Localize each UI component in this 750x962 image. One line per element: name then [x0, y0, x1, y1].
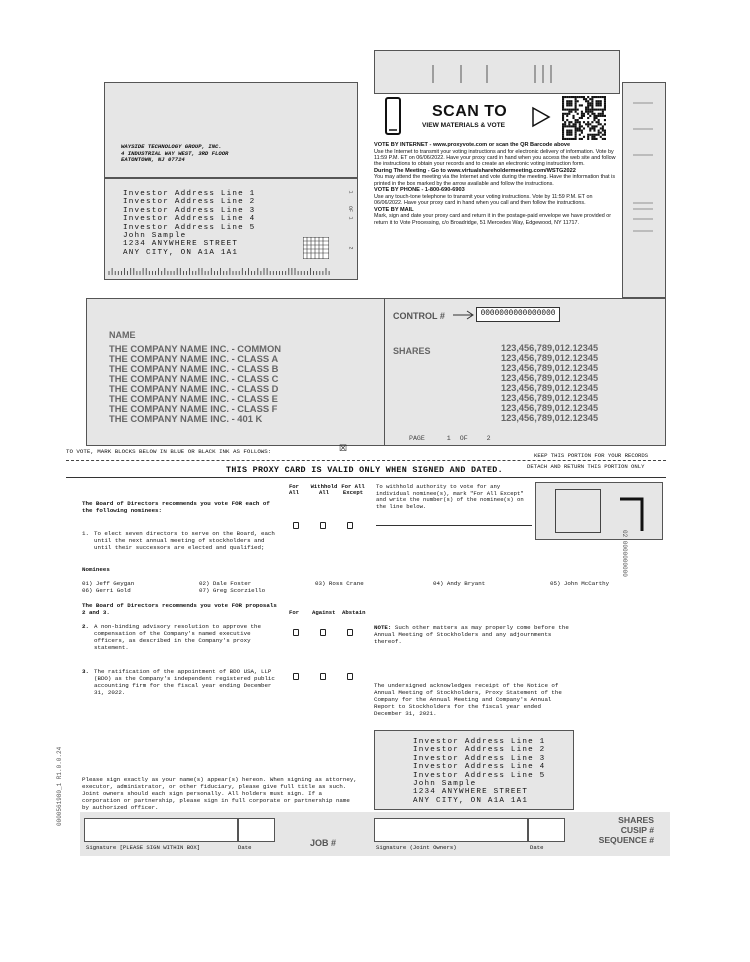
return-address — [413, 738, 545, 805]
col-abstain: Abstain — [342, 609, 366, 616]
col-withhold-all: Withhold All — [310, 483, 338, 497]
company-name-line: THE COMPANY NAME INC. - 401 K — [109, 413, 263, 424]
address-line: Investor Address Line 3 — [123, 206, 256, 215]
share-values — [501, 343, 615, 423]
company-street: 4 INDUSTRIAL WAY WEST, 3RD FLOOR — [121, 149, 229, 157]
address-line: Investor Address Line 3 — [413, 754, 546, 763]
nominees-label: Nominees — [82, 566, 110, 573]
withhold-instruction: To withhold authority to vote for any individual nominee(s), mark "For All Except" and write the number(s) of the nominee(s) on the line below. — [376, 483, 524, 510]
page-indicator — [409, 435, 491, 442]
ballot-top-rule — [66, 477, 666, 478]
side-tab-marks — [623, 83, 667, 299]
sheet-mark: 2 — [347, 246, 354, 250]
control-label: CONTROL # — [393, 311, 445, 321]
page-of: OF — [459, 435, 468, 442]
company-header-box — [104, 82, 358, 178]
nominee: 01) Jeff Geygan — [82, 580, 135, 587]
date-label-2: Date — [530, 844, 544, 851]
vote-internet-head: VOTE BY INTERNET - www.proxyvote.com or scan the QR Barcode above — [374, 142, 571, 148]
board-rec-1: The Board of Directors recommends you vote FOR each of the following nominees: — [82, 500, 270, 514]
scan-subtitle: VIEW MATERIALS & VOTE — [422, 122, 506, 129]
note-label: NOTE: — [374, 624, 392, 631]
checkbox-p2-abstain[interactable] — [347, 623, 353, 641]
datamatrix-code — [303, 237, 329, 259]
share-value: 123,456,789,012.12345 — [501, 343, 599, 353]
scanline-panel — [535, 482, 663, 540]
sign-instruction: Please sign exactly as your name(s) appear(s) hereon. When signing as attorney, executor, administrator, or other fiduciary, please give full title as such. Joint owners should each sign personally. All holders must sign. If a corporation or partnership, please sign in full corporate or partnership name by authorized officer. — [82, 776, 357, 811]
name-label: NAME — [109, 330, 136, 340]
page-total: 2 — [486, 435, 491, 442]
keep-portion: KEEP THIS PORTION FOR YOUR RECORDS — [534, 452, 649, 459]
right-side-tab — [622, 82, 666, 298]
address-line: Investor Address Line 1 — [123, 190, 256, 198]
checkbox-for-all[interactable] — [293, 516, 299, 534]
sheet-mark: 1 — [347, 216, 354, 220]
proposal-3-num: 3. — [82, 668, 89, 675]
corner-mark — [618, 497, 646, 533]
address-line: ANY CITY, ON A1A 1A1 — [123, 248, 239, 257]
proposal-3-text: The ratification of the appointment of BDO USA, LLP (BDO) as the Company's independent registered public accounting firm for the fiscal year ending December 31, 2022. — [94, 668, 275, 696]
share-value: 123,456,789,012.12345 — [501, 373, 599, 383]
company-name-line: THE COMPANY NAME INC. - CLASS F — [109, 403, 278, 414]
investor-address-box — [104, 178, 358, 280]
share-value: 123,456,789,012.12345 — [501, 383, 599, 393]
share-value: 123,456,789,012.12345 — [501, 413, 599, 423]
share-value: 123,456,789,012.12345 — [501, 363, 599, 373]
footer-shares: SHARES — [618, 815, 654, 825]
nominee: 02) Dale Foster — [199, 580, 252, 587]
date-joint-box[interactable] — [528, 818, 565, 842]
address-line: Investor Address Line 4 — [413, 763, 546, 772]
checkbox-p2-against[interactable] — [320, 623, 326, 641]
arrow-right-icon — [530, 106, 552, 128]
investor-address — [123, 190, 255, 257]
note-text: Such other matters as may properly come before the Annual Meeting of Stockholders and any adjournments thereof. — [374, 624, 569, 645]
date-box[interactable] — [238, 818, 275, 842]
company-name-line: THE COMPANY NAME INC. - CLASS C — [109, 373, 279, 384]
note — [374, 624, 570, 645]
signature-joint-box[interactable] — [374, 818, 528, 842]
address-line: Investor Address Line 2 — [123, 198, 256, 207]
left-edge-code: 0000561980_1 R1.0.0.24 — [56, 746, 63, 826]
control-number: 0000000000000000 — [476, 307, 560, 322]
address-line: John Sample — [413, 780, 477, 789]
nominee: 06) Gerri Gold — [82, 587, 131, 594]
vote-internet-text: Use the Internet to transmit your voting instructions and for electronic delivery of information. Vote by 11:59 P.M. ET on 06/06/2022. Have your proxy card in hand when you access the web site and follow the instructions to obtain your records and to create an electronic voting instruction form. — [374, 148, 616, 168]
company-name-line: THE COMPANY NAME INC. - CLASS E — [109, 393, 278, 404]
sheet-mark: OF — [347, 205, 354, 213]
mark-instruction: TO VOTE, MARK BLOCKS BELOW IN BLUE OR BLACK INK AS FOLLOWS: — [66, 448, 272, 455]
proposal-1-num: 1. — [82, 530, 89, 537]
address-line: 1234 ANYWHERE STREET — [123, 240, 239, 249]
undersigned-text: The undersigned acknowledges receipt of the Notice of Annual Meeting of Stockholders, Proxy Statement of the Company for the Annual Meeting and Company's Annual Report to Stockholders for the fiscal year ended December 31, 2021. — [374, 682, 562, 717]
vote-meeting-head: During The Meeting - Go to www.virtualshareholdermeeting.com/WSTG2022 — [374, 167, 576, 174]
checkbox-p3-against[interactable] — [320, 667, 326, 685]
checkbox-for-all-except[interactable] — [347, 516, 353, 534]
address-line: 1234 ANYWHERE STREET — [413, 788, 529, 797]
page-label: PAGE — [409, 435, 425, 442]
vote-mail-text: Mark, sign and date your proxy card and return it in the postage-paid envelope we have provided or return it to Vote Processing, c/o Broadridge, 51 Mercedes Way, Edgewood, NY 11717. — [374, 213, 612, 226]
postal-barcode — [375, 51, 621, 95]
valid-notice: THIS PROXY CARD IS VALID ONLY WHEN SIGNED AND DATED. — [226, 465, 503, 475]
board-rec-2: The Board of Directors recommends you vote FOR proposals 2 and 3. — [82, 602, 277, 616]
footer-codes — [580, 815, 654, 845]
address-line: Investor Address Line 1 — [413, 738, 546, 746]
checkbox-p2-for[interactable] — [293, 623, 299, 641]
return-address-box — [374, 730, 574, 810]
vote-phone-text: Use any touch-tone telephone to transmit your voting instructions. Vote by 11:59 P.M. ET on 06/06/2022. Have your proxy card in hand when you call and then follow the instructions. — [374, 193, 593, 207]
proposal-2-text: A non-binding advisory resolution to approve the compensation of the Company's named executive officers, as described in the Company's proxy statement. — [94, 623, 261, 651]
phone-icon — [384, 96, 402, 136]
col-for: For — [289, 609, 300, 616]
detach-line — [66, 460, 666, 461]
company-name-line: THE COMPANY NAME INC. - CLASS B — [109, 363, 279, 374]
nominee: 05) John McCarthy — [550, 580, 610, 587]
voting-instructions — [374, 142, 622, 226]
omr-square — [555, 489, 601, 533]
share-value: 123,456,789,012.12345 — [501, 393, 599, 403]
footer-sequence: SEQUENCE # — [598, 835, 654, 845]
vote-phone-head: VOTE BY PHONE - 1-800-690-6903 — [374, 187, 465, 194]
col-against: Against — [312, 609, 336, 616]
postnet-barcode — [105, 267, 335, 277]
checkbox-p3-for[interactable] — [293, 667, 299, 685]
address-line: ANY CITY, ON A1A 1A1 — [413, 796, 529, 805]
col-for-all-except: For All Except — [341, 483, 365, 497]
share-value: 123,456,789,012.12345 — [501, 353, 599, 363]
signature-label: Signature [PLEASE SIGN WITHIN BOX] — [86, 844, 201, 851]
scan-title: SCAN TO — [432, 103, 508, 120]
top-barcode-box — [374, 50, 620, 94]
arrow-right-icon — [452, 310, 476, 320]
company-name-line: THE COMPANY NAME INC. - COMMON — [109, 343, 282, 354]
nominee-write-in-line[interactable] — [376, 525, 532, 526]
vote-mail-head: VOTE BY MAIL — [374, 206, 414, 213]
proposal-2-num: 2. — [82, 623, 89, 630]
company-city: EATONTOWN, NJ 07724 — [121, 156, 185, 164]
right-edge-code: 02 0000000000 — [621, 530, 628, 577]
address-line: John Sample — [123, 232, 187, 241]
signature-joint-label: Signature (Joint Owners) — [376, 844, 457, 851]
mark-example: ☒ — [339, 443, 348, 453]
company-header — [121, 144, 228, 164]
address-line: Investor Address Line 4 — [123, 215, 256, 224]
proposal-2 — [82, 623, 282, 651]
date-label: Date — [238, 844, 252, 851]
address-line: Investor Address Line 2 — [413, 746, 546, 755]
address-line: Investor Address Line 5 — [413, 771, 546, 780]
address-line: Investor Address Line 5 — [123, 223, 256, 232]
nominee: 04) Andy Bryant — [433, 580, 486, 587]
detach-portion: DETACH AND RETURN THIS PORTION ONLY — [527, 463, 645, 470]
nominee: 07) Greg Scorziello — [199, 587, 266, 594]
control-shares-panel — [384, 298, 622, 446]
proposal-1-text: To elect seven directors to serve on the Board, each until the next annual meeting of stockholders and until their successors are elected and qualified; — [94, 530, 275, 551]
company-name-line: THE COMPANY NAME INC. - CLASS A — [109, 353, 279, 364]
sheet-mark: 1 — [347, 190, 354, 194]
page-current: 1 — [446, 435, 451, 442]
qr-code — [562, 96, 606, 140]
col-for-all: For All — [288, 483, 300, 497]
proposal-3 — [82, 668, 282, 696]
company-name-line: THE COMPANY NAME INC. - CLASS D — [109, 383, 279, 394]
job-label: JOB # — [310, 838, 337, 848]
footer-cusip: CUSIP # — [620, 825, 654, 835]
company-name: WAYSIDE TECHNOLOGY GROUP, INC. — [121, 143, 222, 150]
company-name-list — [109, 344, 281, 424]
vote-meeting-text: You may attend the meeting via the Internet and vote during the meeting. Have the information that is printed in the box marked by the arrow available and follow the instructions. — [374, 174, 616, 187]
share-value: 123,456,789,012.12345 — [501, 403, 599, 413]
signature-box[interactable] — [84, 818, 238, 842]
scan-to-vote-banner — [384, 96, 620, 142]
shares-label: SHARES — [393, 346, 431, 356]
nominee: 03) Ross Crane — [315, 580, 364, 587]
checkbox-p3-abstain[interactable] — [347, 667, 353, 685]
checkbox-withhold-all[interactable] — [320, 516, 326, 534]
proposal-1 — [82, 530, 282, 551]
